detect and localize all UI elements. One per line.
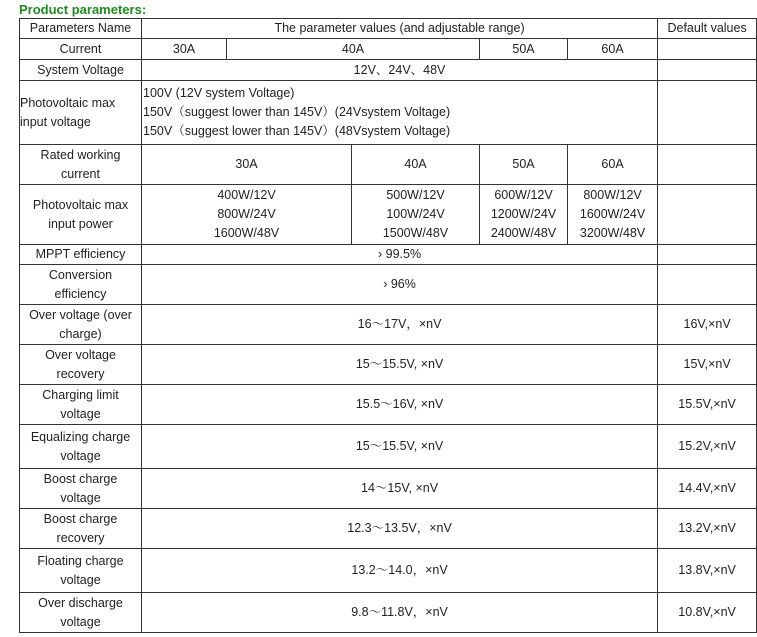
pv-max-power-60a [568, 185, 658, 245]
system-voltage-value: 12V、24V、48V [142, 60, 658, 81]
header-parameter-name: Parameters Name [20, 19, 142, 39]
pv-power-value: 1500W/48V [382, 226, 449, 240]
row-label: Over voltage (over charge) [20, 305, 142, 345]
pv-power-value: 1200W/24V [490, 207, 557, 221]
pv-power-value: 3200W/48V [579, 226, 646, 240]
pv-max-power-label: Photovoltaic max input power [20, 185, 142, 245]
pv-max-power-40a [352, 185, 480, 245]
row-value: 15～15.5V, ×nV [142, 425, 658, 469]
row-value: 13.2～14.0，×nV [142, 549, 658, 593]
row-value: 12.3～13.5V，×nV [142, 509, 658, 549]
pv-power-value: 800W/24V [217, 207, 276, 221]
row-value: 14～15V, ×nV [142, 469, 658, 509]
rated-current-default [658, 145, 757, 185]
pv-max-power-row [20, 185, 757, 245]
row-label: Equalizing charge voltage [20, 425, 142, 469]
pv-max-voltage-row [20, 81, 757, 145]
row-label: Boost charge voltage [20, 469, 142, 509]
pv-power-value: 800W/12V [583, 188, 642, 202]
conversion-label: Conversion efficiency [20, 265, 142, 305]
rated-current-50a: 50A [480, 145, 568, 185]
pv-power-value: 500W/12V [386, 188, 445, 202]
pv-max-voltage-label: Photovoltaic max input voltage [20, 81, 142, 145]
pv-max-voltage-line: 150V（suggest lower than 145V）(48Vsystem Voltage) [143, 124, 451, 138]
table-row [20, 509, 757, 549]
row-label: Floating charge voltage [20, 549, 142, 593]
current-default [658, 39, 757, 60]
row-value: 15～15.5V, ×nV [142, 345, 658, 385]
pv-max-voltage-values [142, 81, 658, 145]
pv-max-voltage-default [658, 81, 757, 145]
rated-current-60a: 60A [568, 145, 658, 185]
row-default: 13.8V,×nV [658, 549, 757, 593]
row-default: 14.4V,×nV [658, 469, 757, 509]
table-row [20, 305, 757, 345]
table-row [20, 549, 757, 593]
current-value-50a: 50A [480, 39, 568, 60]
row-value: 9.8～11.8V，×nV [142, 593, 658, 633]
conversion-value: › 96% [142, 265, 658, 305]
pv-power-value: 600W/12V [494, 188, 553, 202]
table-header-row [20, 19, 757, 39]
mppt-label: MPPT efficiency [20, 245, 142, 265]
mppt-row [20, 245, 757, 265]
conversion-row [20, 265, 757, 305]
row-label: Boost charge recovery [20, 509, 142, 549]
row-default: 10.8V,×nV [658, 593, 757, 633]
row-default: 13.2V,×nV [658, 509, 757, 549]
table-row [20, 469, 757, 509]
table-row [20, 593, 757, 633]
pv-max-power-default [658, 185, 757, 245]
current-value-60a: 60A [568, 39, 658, 60]
row-default: 15.2V,×nV [658, 425, 757, 469]
row-default: 15.5V,×nV [658, 385, 757, 425]
pv-power-value: 2400W/48V [490, 226, 557, 240]
table-row [20, 385, 757, 425]
page-title: Product parameters: [19, 2, 147, 17]
mppt-value: › 99.5% [142, 245, 658, 265]
current-label: Current [20, 39, 142, 60]
header-default-values: Default values [658, 19, 757, 39]
row-value: 15.5～16V, ×nV [142, 385, 658, 425]
mppt-default [658, 245, 757, 265]
pv-max-voltage-line: 150V（suggest lower than 145V）(24Vsystem Voltage) [143, 105, 451, 119]
row-default: 16V,×nV [658, 305, 757, 345]
table-row [20, 345, 757, 385]
row-default: 15V,×nV [658, 345, 757, 385]
rated-current-row [20, 145, 757, 185]
row-label: Over voltage recovery [20, 345, 142, 385]
header-parameter-values: The parameter values (and adjustable range) [142, 19, 658, 39]
pv-power-value: 400W/12V [217, 188, 276, 202]
rated-current-30a: 30A [142, 145, 352, 185]
pv-max-power-30a [142, 185, 352, 245]
pv-power-value: 100W/24V [386, 207, 445, 221]
system-voltage-label: System Voltage [20, 60, 142, 81]
rated-current-label: Rated working current [20, 145, 142, 185]
row-label: Over discharge voltage [20, 593, 142, 633]
product-parameters-table [19, 18, 757, 633]
rated-current-40a: 40A [352, 145, 480, 185]
current-row [20, 39, 757, 60]
row-label: Charging limit voltage [20, 385, 142, 425]
conversion-default [658, 265, 757, 305]
pv-power-value: 1600W/24V [579, 207, 646, 221]
table-row [20, 425, 757, 469]
pv-max-voltage-line: 100V (12V system Voltage) [143, 86, 295, 100]
pv-power-value: 1600W/48V [213, 226, 280, 240]
row-value: 16～17V，×nV [142, 305, 658, 345]
current-value-30a: 30A [142, 39, 227, 60]
current-value-40a: 40A [227, 39, 480, 60]
system-voltage-row [20, 60, 757, 81]
system-voltage-default [658, 60, 757, 81]
pv-max-power-50a [480, 185, 568, 245]
